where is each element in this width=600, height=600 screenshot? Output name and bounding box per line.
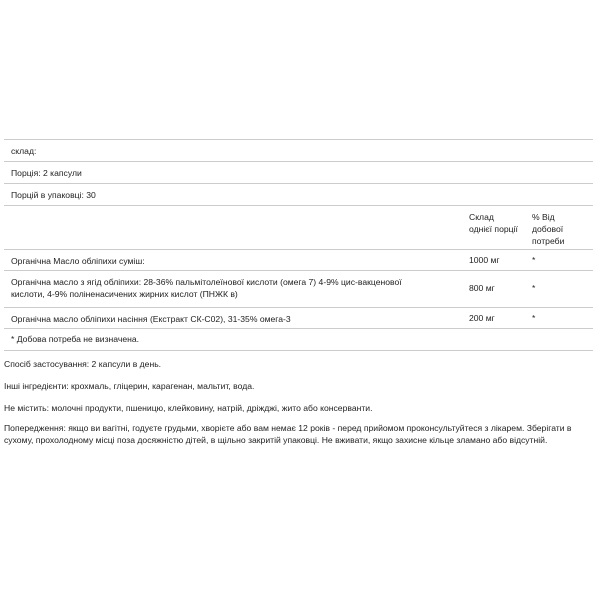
- ingredient-daily-value: *: [532, 255, 536, 265]
- daily-value-header: % Від добової потреби: [532, 212, 565, 246]
- ingredient-amount: 800 мг: [469, 283, 495, 293]
- composition-title: склад:: [11, 146, 37, 156]
- serving-row: [4, 161, 593, 183]
- servings-per-container: Порцій в упаковці: 30: [11, 190, 96, 200]
- supplement-facts-panel: [4, 139, 593, 344]
- other-ingredients-text: Інші інгредієнти: крохмаль, гліцерин, карагенан, мальтит, вода.: [4, 381, 255, 391]
- daily-value-footnote: * Добова потреба не визначена.: [11, 334, 140, 344]
- ingredient-name: Органічна Масло обліпихи суміш:: [11, 256, 145, 266]
- ingredient-name: Органічна масло обліпихи насіння (Екстракт СК-С02), 31-35% омега-3: [11, 314, 291, 324]
- servings-per-container-row: [4, 183, 593, 205]
- ingredient-amount: 200 мг: [469, 313, 495, 323]
- table-row: [4, 307, 593, 329]
- table-row: [4, 249, 593, 271]
- table-row: [4, 270, 593, 308]
- serving-size: Порція: 2 капсули: [11, 168, 82, 178]
- footnote-row: [4, 328, 593, 351]
- ingredient-daily-value: *: [532, 313, 536, 323]
- table-header-row: [4, 205, 593, 252]
- ingredient-daily-value: *: [532, 283, 536, 293]
- warning-text: Попередження: якщо ви вагітні, годуєте грудьми, хворієте або вам немає 12 років - перед прийомом проконсультуйтеся з лікарем. Зберігати в сухому, прохолодному місці поза досяжністю дітей, в щільно закритій упаковці. Не вживати, якщо захисне кільце зламано або відсутній.: [4, 423, 572, 445]
- composition-title-row: [4, 139, 593, 161]
- ingredient-name: Органічна масло з ягід обліпихи: 28-36% пальмітолеїнової кислоти (омега 7) 4-9% цис-вакценової кислоти, 4-9% поліненасичених жирних кислот (ПНЖК в): [11, 277, 402, 299]
- free-from-text: Не містить: молочні продукти, пшеницю, клейковину, натрій, дріжджі, жито або консерванти.: [4, 403, 373, 413]
- amount-per-serving-header: Склад однієї порції: [469, 212, 518, 234]
- usage-text: Спосіб застосування: 2 капсули в день.: [4, 359, 162, 369]
- ingredient-amount: 1000 мг: [469, 255, 500, 265]
